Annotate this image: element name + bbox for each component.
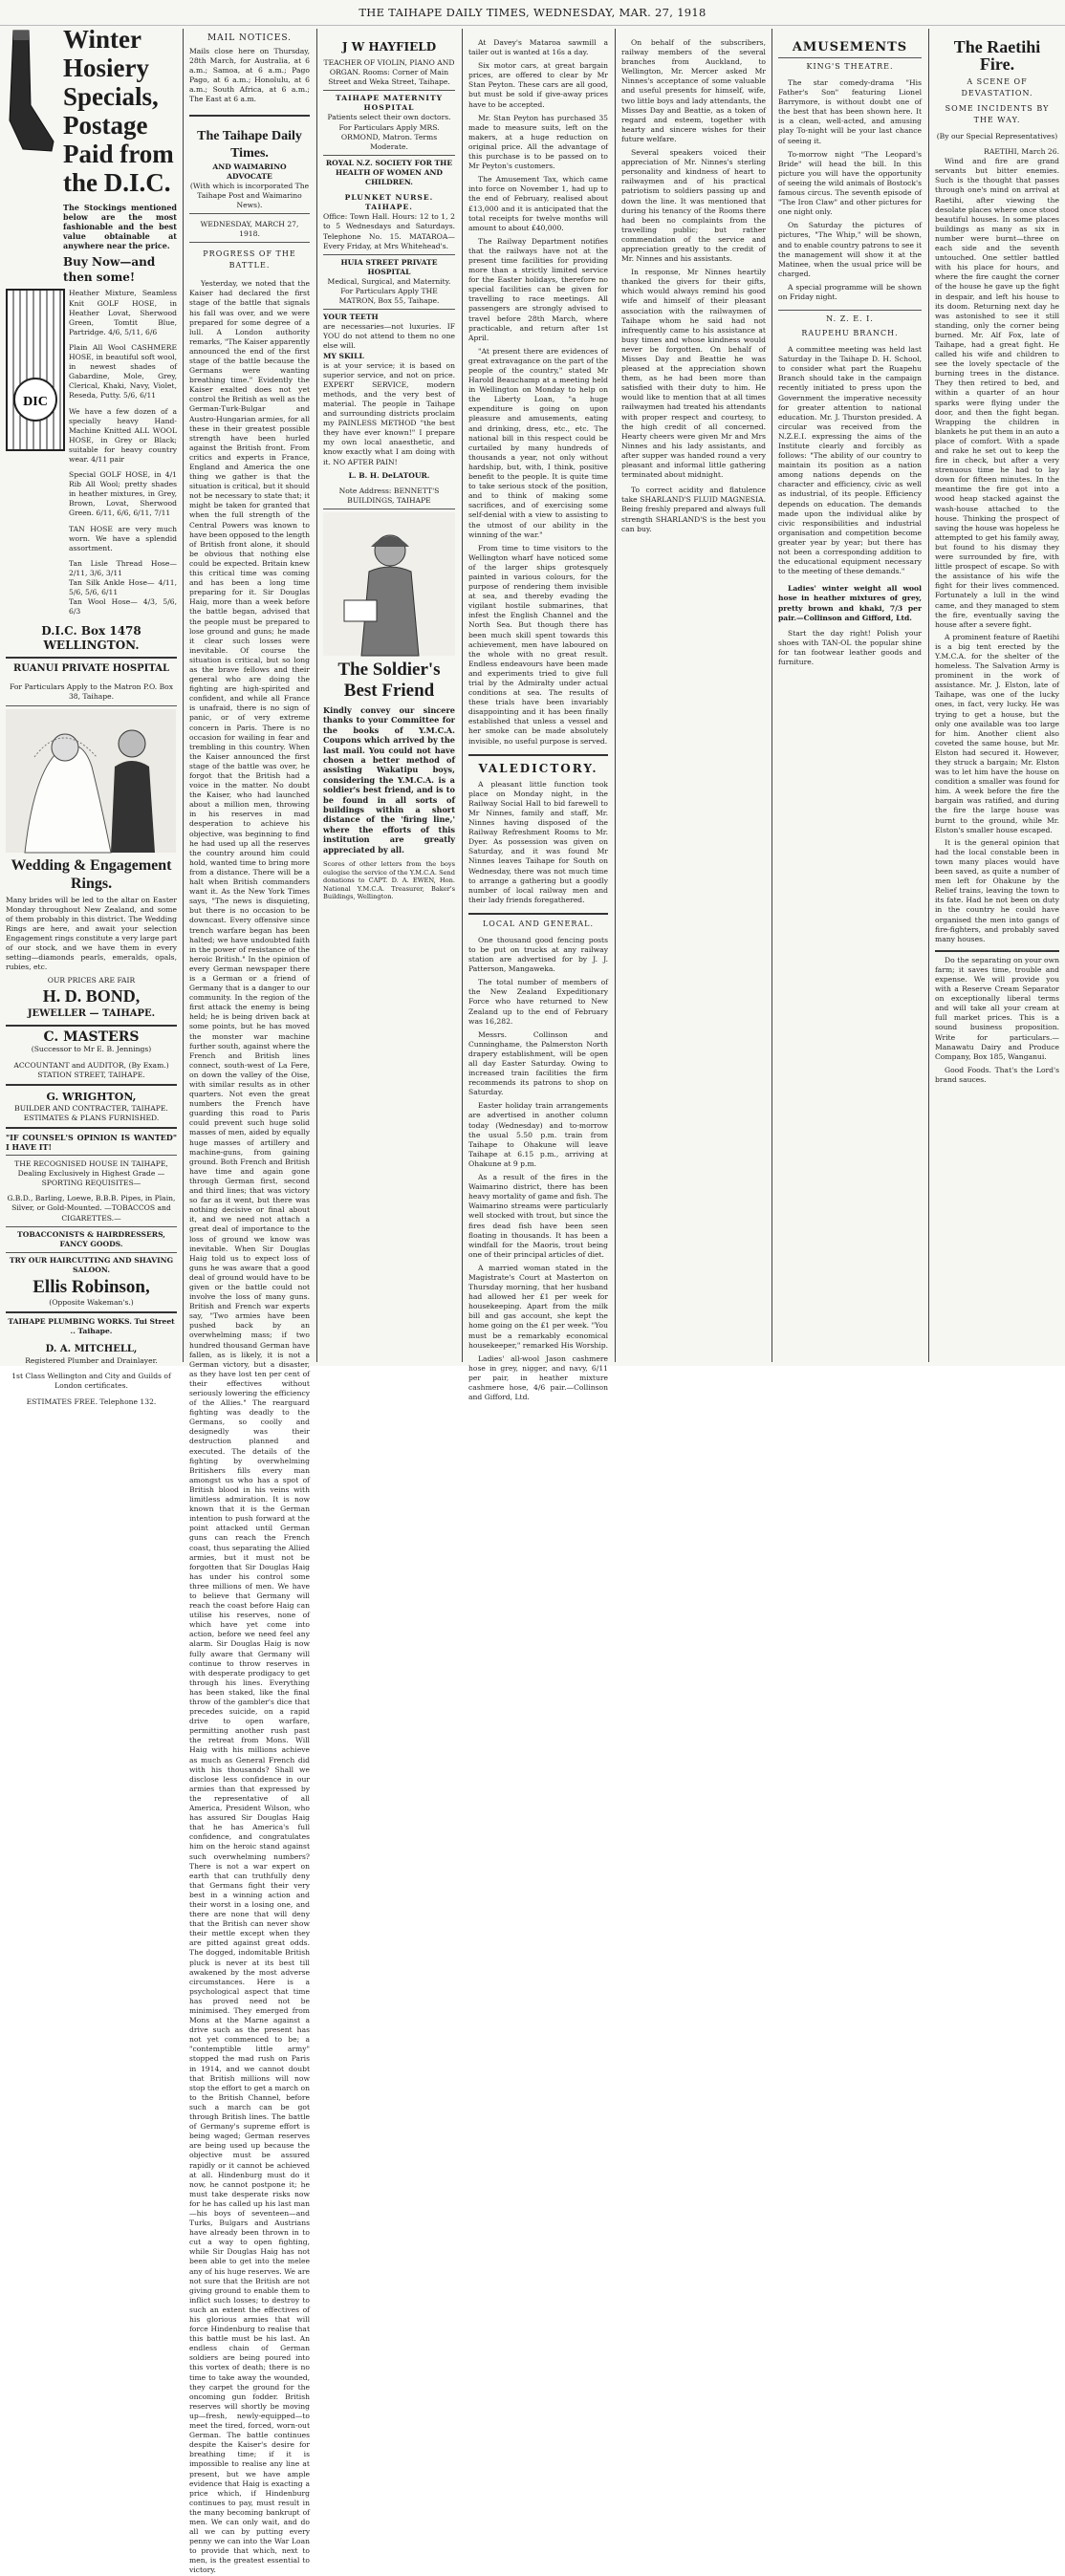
hayfield-name: J W HAYFIELD (341, 40, 437, 54)
hospital-text: For Particulars Apply to the Matron P.O. Box 38, Taihape. (9, 682, 174, 702)
ellis-sub: (Opposite Wakeman's.) (49, 1298, 134, 1307)
mail-text: Mails close here on Thursday, 28th March, for Australia, at 6 a.m.; Samoa, at 6 a.m.; Pago Pago, at 6 a.m.; Honolulu, at 6 a.m.; South Africa, at 6 a.m.; The East at 6 a.m. (189, 47, 310, 104)
raetihi-title: The Raetihi Fire. (953, 37, 1041, 74)
maternity-text: Patients select their own doctors. For Particulars Apply MRS. ORMOND, Matron. Terms Moderate. (327, 113, 451, 151)
bond-name: H. D. BOND, (42, 986, 141, 1007)
news-mataroa: At Davey's Mataroa sawmill a tailer out is wanted at 16s a day. (468, 38, 608, 57)
mitchell-sub: Registered Plumber and Drainlayer. (25, 1356, 158, 1366)
ninnes-cont: On behalf of the subscribers, railway members of the several branches from Auckland, to Wellington, Mr. Mercer asked Mr Ninnes's acceptance of some valuable and useful presents for himself, wife, two little boys and lady attendants, the Misses Day and Beattie, as a token of regard and esteem, together with hearty and sincere wishes for their future welfare. (621, 38, 766, 143)
lords-ad: Good Foods. That's the Lord's brand sauces. (935, 1065, 1059, 1084)
teeth-text: are necessaries—not luxuries. IF YOU do not attend to them no one else will. (323, 322, 455, 351)
tanol-ad: Start the day right! Polish your shoes with TAN-OL the popular shine for tan footwear leather goods and furniture. (778, 628, 922, 666)
wedding-illustration (6, 709, 176, 853)
news-extravagance: "At present there are evidences of great extravagance on the part of the people of the country," stated Mr Harold Beauchamp at a meeting held in Wellington on Monday to help on the Liberty Loan, "a huge expenditure is going on upon pleasure and amusements, eating and drinking, dress, etc., etc. The national bill in this respect could be curtailed by many hundreds of thousands a year, not only without hardship, but, with, I think, positive benefit to the people. It is quite time to take serious stock of the position, and to think of making some sacrifices, and of exercising some self-denial with a view to assisting to the utmost of our ability in the winning of the war." (468, 346, 608, 539)
hosiery-item: Tan Wool Hose— 4/3, 5/6, 6/3 (69, 597, 177, 617)
ninnes-speakers: Several speakers voiced their appreciation of Mr. Ninnes's sterling personality and kindness of heart to railwaymen and of his practical patriotism to soldiers passing up and down the line. It was mentioned that during his tenancy of the Rooms there had been no complaints from the travelling public; but rather commendation of the service and appreciation greatly to the credit of Mr. Ninnes and his assistants. (621, 148, 766, 264)
prices-fair: OUR PRICES ARE FAIR (47, 976, 136, 985)
valedictory-body: A pleasant little function took place on Monday night, in the Railway Social Hall to bid farewell to Mr Ninnes, family and staff, Mr. Ninnes having disposed of the Railway Refreshment Rooms to Mr. Dyer. As possession was given on Saturday, and it was found Mr Ninnes leaves Taihape for South on Wednesday, there was not much time to arrange a gathering but a goodly number of local railway men and their lady friends foregathered. (468, 779, 608, 904)
haircutting-text: TRY OUR HAIRCUTTING AND SHAVING SALOON. (9, 1255, 174, 1274)
wrighton-name: G. WRIGHTON, (46, 1090, 137, 1103)
soldier-text: Kindly convey our sincere thanks to your Committee for the books of Y.M.C.A. Coupons which arrived by the last mail. You could not have chosen a better method of assisting Wakatipu boys, considering the Y.M.C.A. is a soldier's best friend, and is to be found in all sorts of buildings within a short distance of the 'firing line,' where the efforts of this institution are greatly appreciated by all. (323, 704, 455, 855)
raetihi-body2: A prominent feature of Raetihi is a big tent erected by the Y.M.C.A. for the shelter of the homeless. The Salvation Army is prominent in the work of assistance. Mr. J. Elston, late of Taihape, was one of the lucky ones, in fact, very lucky. He was trying to get a house, but the only one available was too large for him. Another client also coveted the same house, but Mr. Elston had secured it. However, they struck a bargain; Mr. Elston was to let him have the house on condition a smaller was found for him. A week before the fire the bargain was ratified, and during the fire the large house was burnt to the ground, while Mr. Elston's smaller house escaped. (935, 632, 1059, 834)
masters-sub: (Successor to Mr E. B. Jennings) (31, 1045, 152, 1054)
hosiery-item: TAN HOSE are very much worn. We have a splendid assortment. (69, 524, 177, 552)
dentist-address: Note Address: BENNETT'S BUILDINGS, TAIHAPE (338, 486, 440, 505)
hosiery-buy: Buy Now—and then some! (63, 255, 156, 285)
raupehu-title: RAUPEHU BRANCH. (801, 329, 899, 338)
tobacconists-text: TOBACCONISTS & HAIRDRESSERS, FANCY GOODS. (17, 1229, 165, 1248)
counsel-text: "IF COUNSEL'S OPINION IS WANTED" I HAVE IT! (6, 1132, 177, 1152)
news-visitors: From time to time visitors to the Wellington wharf have noticed some of the larger ships grotesquely painted in various colours, for the purpose of rendering them invisible at sea, and thereby evading the vigilant hostile submarines, that infest the English Channel and the North Sea. But though there has been much skill spent towards this achievement, men have laboured on the whole with no great result. Endless endeavours have been made and experiments tried to give full trial by the Admiralty under actual conditions at sea. The results of these trials have been invariably disappointing and it has been finally established that unless a vessel and her smoke can be made absolutely invisible, no useful purpose is served. (468, 543, 608, 746)
huia-text: Medical, Surgical, and Maternity. For Particulars Apply THE MATRON, Box 55, Taihape. (327, 276, 451, 306)
local-general-title: LOCAL AND GENERAL. (482, 919, 595, 928)
column-2 (184, 25, 315, 2575)
paper-incorp: (With which is incorporated The Taihape Post and Waimarino News). (189, 181, 310, 209)
theatre-text: The star comedy-drama "His Father's Son" featuring Lionel Barrymore, is without doubt one of the best that has been shown here. It is a clean, well-acted, and amusing play To-night will be your last chance of seeing it. (778, 78, 922, 145)
teeth-title: YOUR TEETH (323, 313, 379, 322)
theatre-title: KING'S THEATRE. (806, 62, 894, 71)
dentist-name: L. B. H. DeLATOUR. (348, 470, 430, 480)
bond-sub: JEWELLER — TAIHAPE. (27, 1008, 156, 1020)
news-railway: The Railway Department notifies that the railways have not at the present time facilities for providing more than a strictly limited service for the Easter holidays, therefore no special facilities can be given for travelling to race meetings. All passengers are strongly advised to travel before 28th March, where practicable, and return after 1st April. (468, 236, 608, 342)
raetihi-sub1: A SCENE OF DEVASTATION. (961, 77, 1033, 97)
raetihi-dateline: RAETIHI, March 26. (984, 147, 1059, 157)
column-3 (317, 25, 461, 1363)
hosiery-item: We have a few dozen of a specially heavy Hand-Machine Knitted ALL WOOL HOSE, in Grey or Black; suitable for heavy country wear. 4/11 pair (69, 406, 177, 464)
theatre-whip: On Saturday the pictures of pictures, "The Whip," will be shown, and to enable country patrons to see it the management will show it at the Matinee, when the usual price will be charged. (778, 221, 922, 278)
plumbing-title: TAIHAPE PLUMBING WORKS. Tui Street .. Taihape. (8, 1317, 175, 1336)
paper-sub: AND WAIMARINO ADVOCATE (212, 162, 287, 181)
theatre-leopard: To-morrow night "The Leopard's Bride" will head the bill. In this picture you will have the opportunity of seeing the wild animals of Bostock's famous circus. The seventh episode of "The Iron Claw" and other pictures for one night only. (778, 149, 922, 217)
news-collinson: Messrs. Collinson and Cunninghame, the Palmerston North drapery establishment, will be open all day Easter Saturday. Owing to increased train facilities the firm recommends its patrons to shop on Saturday. (468, 1029, 608, 1097)
hosiery-ad (6, 25, 177, 285)
raetihi-body: Wind and fire are grand servants but bitter enemies. Such is the thought that passes through one's mind on arrival at Raetihi, after viewing the desolate places where once stood beautiful houses. In some places buildings as many as six in number were burnt—three on each side and the seventh untouched. One settler battled with his place for hours, and where the fire caught the corner of the house he gave up the fight in despair, and left his house to its doom. Returning next day he was astonished to see it still standing, only the corner being burned. Mr. Alf Fox, late of Taihape, had a great fight. He called his wife and children to see the lovely spectacle of the burning trees in the distance. They then retired to bed, and within a quarter of an hour sparks were flying under the door, and then the fight began. Wrapping the children in blankets he put them in an auto a place of comfort. With a spade and rake he set out to keep the fire in check, but after a very strenuous time he had to lay down for fifteen minutes. In the meantime the fire got into a wood heap stacked against the wash-house attached to the house. Thinking the prospect of saving the house was hopeless he attempted to get his family away, but found to his dismay they were surrounded by fire, with little prospect of escape. So with the assistance of his wife the fight for their lives commenced. Fortunately a lull in the wind came, and they managed to stem the fire, eventually saving the house after a severe fight. (935, 157, 1059, 629)
raetihi-sub2: SOME INCIDENTS BY THE WAY. (945, 104, 1050, 124)
paper-date: WEDNESDAY, MARCH 27, 1918. (200, 220, 299, 239)
raetihi-body3: It is the general opinion that had the local constable been in town many places would have been saved, as quite a number of men left for Ohakune by the Relief trains, leaving the town to its fate. Had he not been on duty in the country he could have organised the men into gangs of fire-fighters, and probably saved many houses. (935, 837, 1059, 943)
hosiery-item: Tan Silk Ankle Hose— 4/11, 5/6, 5/6, 6/11 (69, 578, 177, 597)
skill-title: MY SKILL (323, 351, 364, 360)
hosiery-item: Tan Lisle Thread Hose— 2/11, 3/6, 3/11 (69, 558, 177, 577)
column-4 (463, 25, 614, 1402)
masters-name: C. MASTERS (43, 1029, 140, 1046)
news-fires: As a result of the fires in the Waimarino district, there has been heavy mortality of game and fish. The Waimarino streams were particularly well stocked with trout, but since the fires dead fish have been seen floating in thousands. It has been a windfall for the Maoris, trout being one of their principal articles of diet. (468, 1173, 608, 1259)
column-5 (616, 25, 772, 1363)
plunket-title: PLUNKET NURSE. TAIHAPE. (344, 193, 434, 212)
svg-text:DIC: DIC (23, 395, 48, 410)
nzei-title: N. Z. E. I. (826, 314, 874, 324)
soldier-title: The Soldier's Best Friend (337, 659, 441, 701)
nzei-text: A committee meeting was held last Saturday in the Taihape D. H. School, to consider what part the Ruapehu Branch should take in the campaign recently initiated to press upon the Government the imperative necessity for greater attention to national education. Mr. J. Thurston presided. A circular was received from the N.Z.E.I. expressing the aims of the Institute clearly and forcibly as follows: "The ability of our country to maintain its position as a nation among nations depends on the character and efficiency, civic as well as industrial, of its people. Efficiency depends on education. The demands made upon the individual alike by civic responsibilities and industrial organisation and competition become greater year by year; but there has not been a corresponding addition to the educational equipment necessary to the meeting of these demands." (778, 345, 922, 576)
soldier-footer: Scores of other letters from the boys eulogise the service of the Y.M.C.A. Send donations to CAPT. D. A. EWEN, Hon. National Y.M.C.A. Treasurer, Baker's Buildings, Wellington. (323, 860, 455, 901)
news-trains: Easter holiday train arrangements are advertised in another column today (Wednesday) and to-morrow the usual 5.50 p.m. train from Taihape to Ohakune will leave Taihape at 6.15 p.m., arriving at Ohakune at 9 p.m. (468, 1101, 608, 1168)
hose-ad: Ladies' winter weight all wool hose in heather mixtures of grey, pretty brown and khaki, 7/3 per pair.—Collinson and Gifford, Ltd. (778, 584, 922, 622)
column-7 (929, 25, 1065, 1363)
plunket-text: Office: Town Hall. Hours: 12 to 1, 2 to 5 Wednesdays and Saturdays. Telephone No. 15. MATAROA—Every Friday, at Mrs Whitehead's. (323, 212, 455, 250)
skill-text: is at your service; it is based on superior service, and not on price. EXPERT SERVICE, modern methods, and the very best of material. The people in Taihape and surrounding districts proclaim my PAINLESS METHOD "the best they have ever known!" I prepare my own local anaesthetic, and know exactly what I am doing with it. NO AFTER PAIN! (323, 360, 455, 466)
news-flatulence: To correct acidity and flatulence take SHARLAND'S FLUID MAGNESIA. Being freshly prepared and always full strength SHARLAND'S is the best you can buy. (621, 486, 766, 533)
stocking-illustration (4, 29, 59, 155)
news-cashmere: Ladies' all-wool Jason cashmere hose in grey, nigger, and navy, 6/11 per pair, in heather mixture cashmere hose, 4/6 pair.—Collinson and Gifford, Ltd. (468, 1353, 608, 1402)
valedictory-title: VALEDICTORY. (478, 761, 598, 775)
society-title: ROYAL N.Z. SOCIETY FOR THE HEALTH OF WOMEN AND CHILDREN. (325, 158, 453, 187)
ninnes-response: In response, Mr Ninnes heartily thanked the givers for their gifts, which would always remind his good wife and himself of their pleasant association with the railwaymen of Taihape whom he said had not infrequently came to his assistance at busy times and whose kindness would never be forgotten. On behalf of Misses Day and Beattie he was pleased at the appreciation shown them, as he had been more than satisfied with their duty to him. He would like to mention that at all times railwaymen had treated his attendants with proper respect and courtesy, to the high credit of all concerned. Hearty cheers were given Mr and Mrs Ninnes and his lady assistants, and after supper was handed round a very pleasant and informal little gathering terminated about midnight. (621, 268, 766, 480)
hosiery-item: Heather Mixture, Seamless Knit GOLF HOSE, in Heather Lovat, Sherwood Green, Tomtit Blue, Partridge. 4/6, 5/11, 6/6 (69, 289, 177, 336)
wedding-title: Wedding & Engagement Rings. (11, 856, 172, 892)
masthead: THE TAIHAPE DAILY TIMES, WEDNESDAY, MAR. 27, 1918 (0, 0, 1065, 26)
news-tax: The Amusement Tax, which came into force on November 1, had up to the end of February, realised about £13,000 and it is anticipated that the total receipts for twelve months will amount to about £40,000. (468, 175, 608, 232)
amusements-title: AMUSEMENTS (792, 40, 908, 54)
column-6 (772, 25, 927, 1363)
ellis-name: Ellis Robinson, (33, 1277, 150, 1297)
news-expeditionary: The total number of members of the New Zealand Expeditionary Force who have returned to New Zealand up to the end of February was 16,282. (468, 978, 608, 1026)
masters-text: ACCOUNTANT and AUDITOR, (By Exam.) STATION STREET, TAIHAPE. (13, 1060, 169, 1079)
wedding-text: Many brides will be led to the altar on Easter Monday throughout New Zealand, and some of them probably in this district. The Wedding Rings are here, and await your selection Engagement rings constitute a very large part of our stock, and we have them in every setting—diamonds pearls, emeralds, opals, rubies, etc. (6, 895, 177, 972)
hosiery-intro: The Stockings mentioned below are the most fashionable and the best value obtainable at anywhere near the price. (63, 203, 177, 251)
dic-logo (6, 289, 65, 451)
hosiery-item: Special GOLF HOSE, in 4/1 Rib All Wool; pretty shades in heather mixtures, in Grey, Brown, Lovat, Sherwood Green. 6/11, 6/6, 6/11, 7/11 (69, 470, 177, 518)
estimates-text: ESTIMATES FREE. Telephone 132. (26, 1396, 157, 1406)
mail-title: MAIL NOTICES. (206, 33, 293, 43)
dic-footer: D.I.C. Box 1478 WELLINGTON. (41, 624, 141, 653)
news-fencing: One thousand good fencing posts to be put on trucks at any railway station are advertised for by J. J. Patterson, Mangaweka. (468, 935, 608, 974)
plumber-class: 1st Class Wellington and City and Guilds of London certificates. (11, 1372, 171, 1391)
wrighton-text: BUILDER AND CONTRACTER, TAIHAPE. ESTIMATES & PLANS FURNISHED. (14, 1103, 168, 1122)
raetihi-sub3: (By our Special Representatives) (936, 132, 1058, 141)
column-1 (0, 25, 183, 1406)
soldier-illustration (323, 512, 455, 656)
hosiery-ad-title: Winter Hosiery Specials, Postage Paid from the D.I.C. (63, 25, 174, 197)
theatre-friday: A special programme will be shown on Friday night. (778, 282, 922, 301)
hayfield-text: TEACHER OF VIOLIN, PIANO AND ORGAN. Rooms: Corner of Main Street and Weka Street, Taihape. (323, 58, 455, 87)
hospital-title: RUANUI PRIVATE HOSPITAL (12, 663, 169, 675)
huia-title: HUIA STREET PRIVATE HOSPITAL (340, 257, 438, 276)
hosiery-item: Plain All Wool CASHMERE HOSE, in beautiful soft wool, in newest shades of Gabardine, Mole, Grey, Clerical, Khaki, Navy, Violet, Reseda, Putty. 5/6, 6/11 (69, 342, 177, 400)
recognised-text: THE RECOGNISED HOUSE IN TAIHAPE, Dealing Exclusively in Highest Grade —SPORTING REQUISITES— (14, 1159, 168, 1188)
maternity-title: TAIHAPE MATERNITY HOSPITAL (335, 94, 444, 113)
paper-title: The Taihape Daily Times. (197, 128, 302, 161)
news-woman: A married woman stated in the Magistrate's Court at Masterton on Thursday morning, that her husband had allowed her £1 per week for housekeeping. Apart from the milk bill and gas account, she kept the home going on the £1 per week. "You must be a remarkably economical housekeeper," remarked His Worship. (468, 1263, 609, 1350)
article-body: Yesterday, we noted that the Kaiser had declared the first stage of the battle that signals his fall was over, and we were prepared for some degree of a lull. A London authority remarks, "The Kaiser apparently announced the end of the first stage of the battle because the Germans were wanting breathing time." Evidently the Kaiser exalted does not yet control the British as well as the German-Turk-Bulgar and Austro-Hungarian armies, for all these in their greatest possible strength have been hurled against the British front. From critics and experts in France, England and America the one thing we gather is that the situation is critical, but it should not be necessary to state that; it might be taken for granted that when the full strength of the Central Powers was known to have been opposed to the length of British front alone, it should be obvious that nothing else could be expected. Britain knew this critical time was coming and has been a long time preparing for it. Sir Douglas Haig, more than a week before the battle began, advised that the people must be prepared to lose ground and guns; he made it clear such losses were inevitable. Of course the situation is critical, but so long as the brave fellows and their general who are doing the fighting are high-spirited and confident, and while all France is unafraid, there is no sign of panic, or of very extreme concern in Paris. There is no occasion for wailing in fear and trembling in this country. When the Kaiser announced the first stage of the battle was over, he forgot that the British had a voice in the matter. No doubt the Kaiser, who had launched about a million men, throwing in his reserves in mad desperation to achieve his objective, was beginning to find he had used up all the reserves the country around him could hold, wanted time to bring more from a distance. There will be a halt when British commanders want it. As the New York Times says, "The news is disquieting, but there is no occasion to be downcast. Every offensive since trench warfare began has been halted; we have undoubted faith in the power of resistance of the heroic British." In the opinion of every German newspaper there is a German or a friend of Germany that is a danger to our community. In the region of the first attack the enemy is being held; he is being driven back at some points, but he has moved the monster war machine further south, against where the French and British lines connect, south-west of La Fere, on down the valley of the Oise, with similar results as in other quarters. Not even the great numbers the French have guarding this road to Paris could prevent such huge solid masses of men, aided by equally huge masses of artillery and machine-guns, from gaining ground. Both French and British have time and again gone through German first, second and third lines; that was victory so far as it went, but there was nothing decisive or final about it, and we need not attach a great deal of importance to the loss of ground we know was inevitable. When Sir Douglas Haig told us to expect loss of guns he was aware that a good deal of ground would have to be given or the battle could not involve the loss of many guns. British and French war experts say, "Two armies have been pushed back by an overwhelming mass; if two hundred thousand German have fallen, as is likely, it is not a German victory, but a disaster, as they have lost ten per cent of their effectives without seriously lowering the efficiency of the Allies." The rearguard fighting was deadly to the Germans, so coolly and designedly was their destruction planned and executed. The details of the fighting by overwhelming Britishers fills every man amongst us who has a spot of British blood in his veins with limitless admiration. It is now known that it is the German intention to push forward at the point attacked until German guns can reach the French coast, thus separating the Allied armies, but it must not be forgotten that Sir Douglas Haig has under his control some three millions of men. We have to believe that Germany will reach the coast before Haig can utilise his reserves, none of which have yet come into action, before we need feel any alarm. Sir Douglas Haig is now fully aware that Germany will continue to throw reserves in with desperate prodigacy to get through his lines. Everything has been staked, like the final throw of the gambler's dice that precedes suicide, on a rapid drive to open warfare, permitting another rush past the retreat from Mons. Will Haig with his millions achieve as much as General French did with his thousands? Shall we disclose less confidence in our armies than that expressed by the representative of all America, President Wilson, who has assured Sir Douglas Haig that he has America's full confidence, and congratulates him on the heroic stand against such overwhelming numbers? There is not a war expert on earth that can truthfully deny that Germans fight their very best in a winning action and their worst in a losing one, and there are none that will deny that the British can never show their mettle except when they are pitted against great odds. The dogged, indomitable British pluck is never at its best till awakened by the most adverse circumstances. Here is a psychological aspect that time has proved need not be minimised. They emerged from Mons at the Marne against a drive such as the present has not yet commenced to be; a "contemptible little army" stopped the mad rush on Paris in 1914, and we cannot doubt that British millions will now stop the effort to get a march on to the British Channel, before such a march can be got through British lines. The battle of Germany's supreme effort is being waged; German reserves are being used up because the objective must be assured rapidly or it cannot be achieved at all. Hindenburg must do it now, he cannot postpone it; he must take desperate risks now for he has called up his last man—his boys of seventeen—and Turks, Bulgars and Austrians have already been thrown in to cut a way to open fighting, while Sir Douglas Haig has not been able to get into the melee any of his huge reserves. We are not sure that the British are not giving ground to enable them to inflict such losses; to destroy to such an extent the effectives of his glorious armies that will force Hindenburg to realise that this battle must be his last. An endless chain of German soldiers are being poured into this vortex of death; there is no time to take away the wounded, they carpet the ground for the oncoming gun fodder. British reserves will shortly be moving up—fresh, newly-equipped—to meet the tired, forced, worn-out German. The battle continues despite the Kaiser's desire for breathing time; if it is impossible to realise any line at present, but we have ample evidence that Haig is exacting a price which, if Hindenburg continues to pay, must result in the many becoming bankrupt of men. We can only wait, and do all we can by putting every penny we can into the War Loan to provide that which, next to men, is the greatest essential to victory. (189, 279, 310, 2575)
news-motor: Six motor cars, at great bargain prices, are offered to clear by Mr Stan Peyton. These cars are all good, but must be sold if give-away prices have to be accepted. (468, 61, 608, 109)
mitchell-name: D. A. MITCHELL, (45, 1344, 138, 1355)
news-peyton: Mr. Stan Peyton has purchased 35 made to measure suits, left on the makers, at a huge reduction on original price. All the advantage of this purchase is to be passed on to Mr Peyton's customers. (468, 113, 608, 171)
article-title: PROGRESS OF THE BATTLE. (203, 249, 296, 271)
separator-ad: Do the separating on your own farm; it saves time, trouble and expense. We will provide you with a Reserve Cream Separator on exceptionally liberal terms and will take all your cream at full market prices. This is a sound business proposition. Write for particulars.— Manawatu Dairy and Produce Company, Box 185, Wanganui. (935, 955, 1059, 1061)
pipes-text: G.B.D., Barling, Loewe, B.B.B. Pipes, in Plain, Silver, or Gold-Mounted. —TOBACCOS and CIGARETTES.— (7, 1194, 176, 1223)
